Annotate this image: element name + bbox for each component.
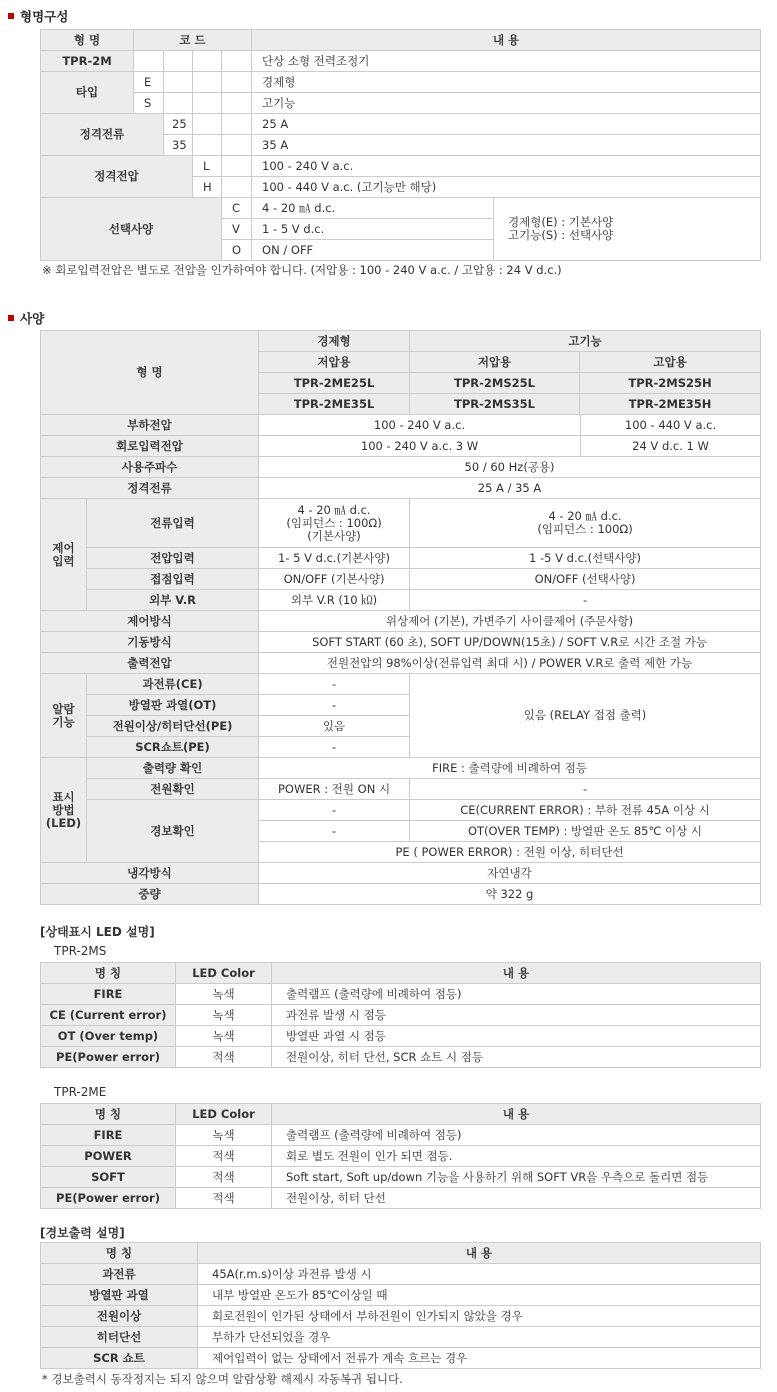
group-label-alarm: 알람 기능 <box>41 674 87 758</box>
value-cell: - <box>259 695 410 716</box>
value-cell: 1- 5 V d.c.(기본사양) <box>259 548 410 569</box>
value-cell: CE(CURRENT ERROR) : 부하 전류 45A 이상 시 <box>410 800 761 821</box>
led-desc: 방열판 과열 시 점등 <box>272 1026 761 1047</box>
table-row <box>41 457 761 478</box>
row-label: 경보확인 <box>87 800 259 863</box>
row-label: 기동방식 <box>41 632 259 653</box>
option-label: 선택사양 <box>41 198 222 261</box>
value-cell: PE ( POWER ERROR) : 전원 이상, 히터단선 <box>259 842 761 863</box>
row-label: 외부 V.R <box>87 590 259 611</box>
table-row <box>41 1047 761 1068</box>
led-color: 적색 <box>176 1146 272 1167</box>
table-row <box>41 198 761 219</box>
value-cell: ON/OFF (선택사양) <box>410 569 761 590</box>
value-cell: ON/OFF (기본사양) <box>259 569 410 590</box>
alarm-section-title: [경보출력 설명] <box>40 1226 125 1240</box>
table-row <box>41 478 761 499</box>
alarm-footnote: * 경보출력시 동작정지는 되지 않으며 알람상황 해제시 자동복귀 됩니다. <box>42 1372 403 1386</box>
table-row <box>41 1188 761 1209</box>
header-color: LED Color <box>176 1104 272 1125</box>
table-row <box>41 331 761 352</box>
header-color: LED Color <box>176 963 272 984</box>
header-econ: 경제형 <box>259 331 410 352</box>
bullet-square-icon <box>8 13 14 19</box>
header-code: 코 드 <box>134 30 252 51</box>
row-label: 방열판 과열(OT) <box>87 695 259 716</box>
header-name: 명 칭 <box>41 1104 176 1125</box>
led-desc: 출력램프 (출력량에 비례하여 점등) <box>272 984 761 1005</box>
value-cell: - <box>410 590 761 611</box>
content-cell: ON / OFF <box>252 240 494 261</box>
table-row <box>41 156 761 177</box>
led-color: 녹색 <box>176 1005 272 1026</box>
alarm-desc: 회로전원이 인가된 상태에서 부하전원이 인가되지 않았을 경우 <box>198 1306 761 1327</box>
table-row <box>41 1285 761 1306</box>
row-label: 회로입력전압 <box>41 436 259 457</box>
value-cell: 50 / 60 Hz(공용) <box>259 457 761 478</box>
value-cell: 있음 (RELAY 접점 출력) <box>410 674 761 758</box>
model-code-table <box>40 29 761 261</box>
table-row <box>41 1264 761 1285</box>
alarm-name: 히터단선 <box>41 1327 198 1348</box>
led-desc: 전원이상, 히터 단선, SCR 쇼트 시 점등 <box>272 1047 761 1068</box>
table-row <box>41 548 761 569</box>
value-cell: 외부 V.R (10 ㏀) <box>259 590 410 611</box>
header-low2: 저압용 <box>410 352 580 373</box>
code-cell: O <box>222 240 252 261</box>
content-cell: 경제형 <box>252 72 761 93</box>
group-label-control: 제어 입력 <box>41 499 87 611</box>
value-cell: 100 - 240 V a.c. <box>259 415 581 435</box>
voltage-label: 정격전압 <box>41 156 193 198</box>
header-func: 고기능 <box>410 331 761 352</box>
value-cell: SOFT START (60 초), SOFT UP/DOWN(15초) / SOFT V.R로 시간 조절 가능 <box>259 632 761 653</box>
row-label: 전압입력 <box>87 548 259 569</box>
model-cell: TPR-2MS35L <box>410 394 580 415</box>
value-cell: - <box>410 779 761 800</box>
table-row <box>41 1125 761 1146</box>
value-cell: POWER : 전원 ON 시 <box>259 779 410 800</box>
value-cell: 전원전압의 98%이상(전류입력 최대 시) / POWER V.R로 출력 제한 가능 <box>259 653 761 674</box>
led-color: 적색 <box>176 1047 272 1068</box>
content-cell: 25 A <box>252 114 761 135</box>
led-name: POWER <box>41 1146 176 1167</box>
value-cell: - <box>259 674 410 695</box>
alarm-desc: 제어입력이 없는 상태에서 전류가 계속 흐르는 경우 <box>198 1348 761 1369</box>
header-high: 고압용 <box>580 352 761 373</box>
content-cell: 100 - 240 V a.c. <box>252 156 761 177</box>
row-label: 부하전압 <box>41 415 259 436</box>
value-cell: 24 V d.c. 1 W <box>632 439 709 453</box>
model-desc: 단상 소형 전력조정기 <box>252 51 761 72</box>
content-cell: 고기능 <box>252 93 761 114</box>
table-row <box>41 51 761 72</box>
value-cell: 자연냉각 <box>259 863 761 884</box>
alarm-desc: 45A(r.m.s)이상 과전류 발생 시 <box>198 1264 761 1285</box>
content-cell: 35 A <box>252 135 761 156</box>
led-desc: 출력램프 (출력량에 비례하여 점등) <box>272 1125 761 1146</box>
table-row <box>41 779 761 800</box>
value-cell: 25 A / 35 A <box>259 478 761 499</box>
content-cell: 1 - 5 V d.c. <box>252 219 494 240</box>
bullet-square-icon <box>8 315 14 321</box>
row-label: 제어방식 <box>41 611 259 632</box>
row-label: 전원확인 <box>87 779 259 800</box>
led-color: 적색 <box>176 1167 272 1188</box>
header-name: 명 칭 <box>41 963 176 984</box>
led-desc: Soft start, Soft up/down 기능을 사용하기 위해 SOFT VR을 우측으로 돌리면 점등 <box>272 1167 761 1188</box>
led-name: CE (Current error) <box>41 1005 176 1026</box>
header-content: 내 용 <box>252 30 761 51</box>
table-row <box>41 1167 761 1188</box>
header-content: 내 용 <box>272 1104 761 1125</box>
section-title-text: 형명구성 <box>20 9 69 24</box>
code-cell: 25 <box>164 114 193 135</box>
model-footnote: ※ 회로입력전압은 별도로 전압을 인가하여야 합니다. (저압용 : 100 - 240 V a.c. / 고압용 : 24 V d.c.) <box>42 263 562 277</box>
code-cell: E <box>134 72 164 93</box>
load-v-cells <box>259 415 761 436</box>
table-row <box>41 72 761 93</box>
code-cell: L <box>193 156 222 177</box>
code-cell: V <box>222 219 252 240</box>
section-title-text: 사양 <box>20 311 45 326</box>
row-label: 출력전압 <box>41 653 259 674</box>
led-name: SOFT <box>41 1167 176 1188</box>
row-label: 사용주파수 <box>41 457 259 478</box>
led-name: PE(Power error) <box>41 1047 176 1068</box>
led-desc: 과전류 발생 시 점등 <box>272 1005 761 1026</box>
row-label: 중량 <box>41 884 259 905</box>
alarm-name: 전원이상 <box>41 1306 198 1327</box>
alarm-name: 방열판 과열 <box>41 1285 198 1306</box>
model-cell: TPR-2MS25H <box>580 373 761 394</box>
table-row <box>41 590 761 611</box>
table-row <box>41 863 761 884</box>
led-name: FIRE <box>41 984 176 1005</box>
row-label: 냉각방식 <box>41 863 259 884</box>
table-row <box>41 758 761 779</box>
section-title-model <box>8 7 68 25</box>
table-row <box>41 674 761 695</box>
alarm-name: 과전류 <box>41 1264 198 1285</box>
value-cell: - <box>259 737 410 758</box>
table-row <box>41 653 761 674</box>
table-row <box>41 800 761 821</box>
led-me-table <box>40 1103 761 1209</box>
header-name: 명 칭 <box>41 1243 198 1264</box>
value-cell: FIRE : 출력량에 비례하여 점등 <box>259 758 761 779</box>
model-cell: TPR-2ME35L <box>259 394 410 415</box>
table-row <box>41 1348 761 1369</box>
value-cell: 약 322 g <box>259 884 761 905</box>
led-name: PE(Power error) <box>41 1188 176 1209</box>
row-label: 전원이상/히터단선(PE) <box>87 716 259 737</box>
row-label: 과전류(CE) <box>87 674 259 695</box>
table-row <box>41 1327 761 1348</box>
led-desc: 회로 별도 전원이 인가 되면 점등. <box>272 1146 761 1167</box>
table-row <box>41 963 761 984</box>
option-note-econ: 경제형(E) : 기본사양 <box>508 215 614 229</box>
value-cell: 1 -5 V d.c.(선택사양) <box>410 548 761 569</box>
alarm-desc: 부하가 단선되었을 경우 <box>198 1327 761 1348</box>
table-row <box>41 114 761 135</box>
led-desc: 전원이상, 히터 단선 <box>272 1188 761 1209</box>
type-label: 타입 <box>41 72 134 114</box>
table-row <box>41 499 761 548</box>
value-cell: 4 - 20 ㎃ d.c. (임피던스 : 100Ω) (기본사양) <box>259 499 410 548</box>
table-row <box>41 93 761 114</box>
table-row <box>41 1104 761 1125</box>
table-row <box>41 884 761 905</box>
model-cell: TPR-2ME25L <box>259 373 410 394</box>
led-ms-title: TPR-2MS <box>54 944 107 958</box>
row-label: 출력량 확인 <box>87 758 259 779</box>
header-content: 내 용 <box>198 1243 761 1264</box>
current-label: 정격전류 <box>41 114 164 156</box>
table-row <box>41 632 761 653</box>
code-cell: 35 <box>164 135 193 156</box>
table-row <box>41 1306 761 1327</box>
alarm-name: SCR 쇼트 <box>41 1348 198 1369</box>
led-ms-table <box>40 962 761 1068</box>
table-row <box>41 415 761 436</box>
alarm-desc: 내부 방열판 온도가 85℃이상일 때 <box>198 1285 761 1306</box>
table-row <box>41 30 761 51</box>
table-row <box>41 1026 761 1047</box>
table-row <box>41 611 761 632</box>
value-cell: OT(OVER TEMP) : 방열판 온도 85℃ 이상 시 <box>410 821 761 842</box>
value-cell: - <box>259 800 410 821</box>
led-section-title: [상태표시 LED 설명] <box>40 925 155 939</box>
code-cell: S <box>134 93 164 114</box>
table-row <box>41 984 761 1005</box>
content-cell: 4 - 20 ㎃ d.c. <box>252 198 494 219</box>
led-color: 녹색 <box>176 1026 272 1047</box>
table-row <box>41 1146 761 1167</box>
model-cell: TPR-2ME35H <box>580 394 761 415</box>
model-cell: TPR-2MS25L <box>410 373 580 394</box>
header-content: 내 용 <box>272 963 761 984</box>
row-label: 전류입력 <box>87 499 259 548</box>
row-label: 정격전류 <box>41 478 259 499</box>
spec-table <box>40 330 761 905</box>
led-name: OT (Over temp) <box>41 1026 176 1047</box>
alarm-output-table <box>40 1242 761 1369</box>
section-title-spec <box>8 309 44 327</box>
table-row <box>41 569 761 590</box>
option-note-func: 고기능(S) : 선택사양 <box>508 228 614 242</box>
led-name: FIRE <box>41 1125 176 1146</box>
table-row <box>41 1005 761 1026</box>
value-cell: 4 - 20 ㎃ d.c. (임피던스 : 100Ω) <box>410 499 761 548</box>
table-row <box>41 436 761 457</box>
value-cell: - <box>259 821 410 842</box>
header-name: 형 명 <box>41 331 259 415</box>
led-color: 녹색 <box>176 984 272 1005</box>
row-label: 접점입력 <box>87 569 259 590</box>
led-color: 녹색 <box>176 1125 272 1146</box>
code-cell: H <box>193 177 222 198</box>
value-cell: 100 - 440 V a.c. <box>624 418 717 432</box>
row-label: SCR쇼트(PE) <box>87 737 259 758</box>
header-name: 형 명 <box>41 30 134 51</box>
model-name: TPR-2M <box>41 51 134 72</box>
option-note <box>494 198 761 261</box>
code-cell: C <box>222 198 252 219</box>
table-row <box>41 1243 761 1264</box>
led-color: 적색 <box>176 1188 272 1209</box>
led-me-title: TPR-2ME <box>54 1085 107 1099</box>
value-cell: 있음 <box>259 716 410 737</box>
content-cell: 100 - 440 V a.c. (고기능만 해당) <box>252 177 761 198</box>
group-label-display: 표시 방법 (LED) <box>41 758 87 863</box>
header-low: 저압용 <box>259 352 410 373</box>
value-cell: 위상제어 (기본), 가변주기 사이클제어 (주문사항) <box>259 611 761 632</box>
value-cell: 100 - 240 V a.c. 3 W <box>259 436 581 456</box>
circ-v-cells <box>259 436 761 457</box>
